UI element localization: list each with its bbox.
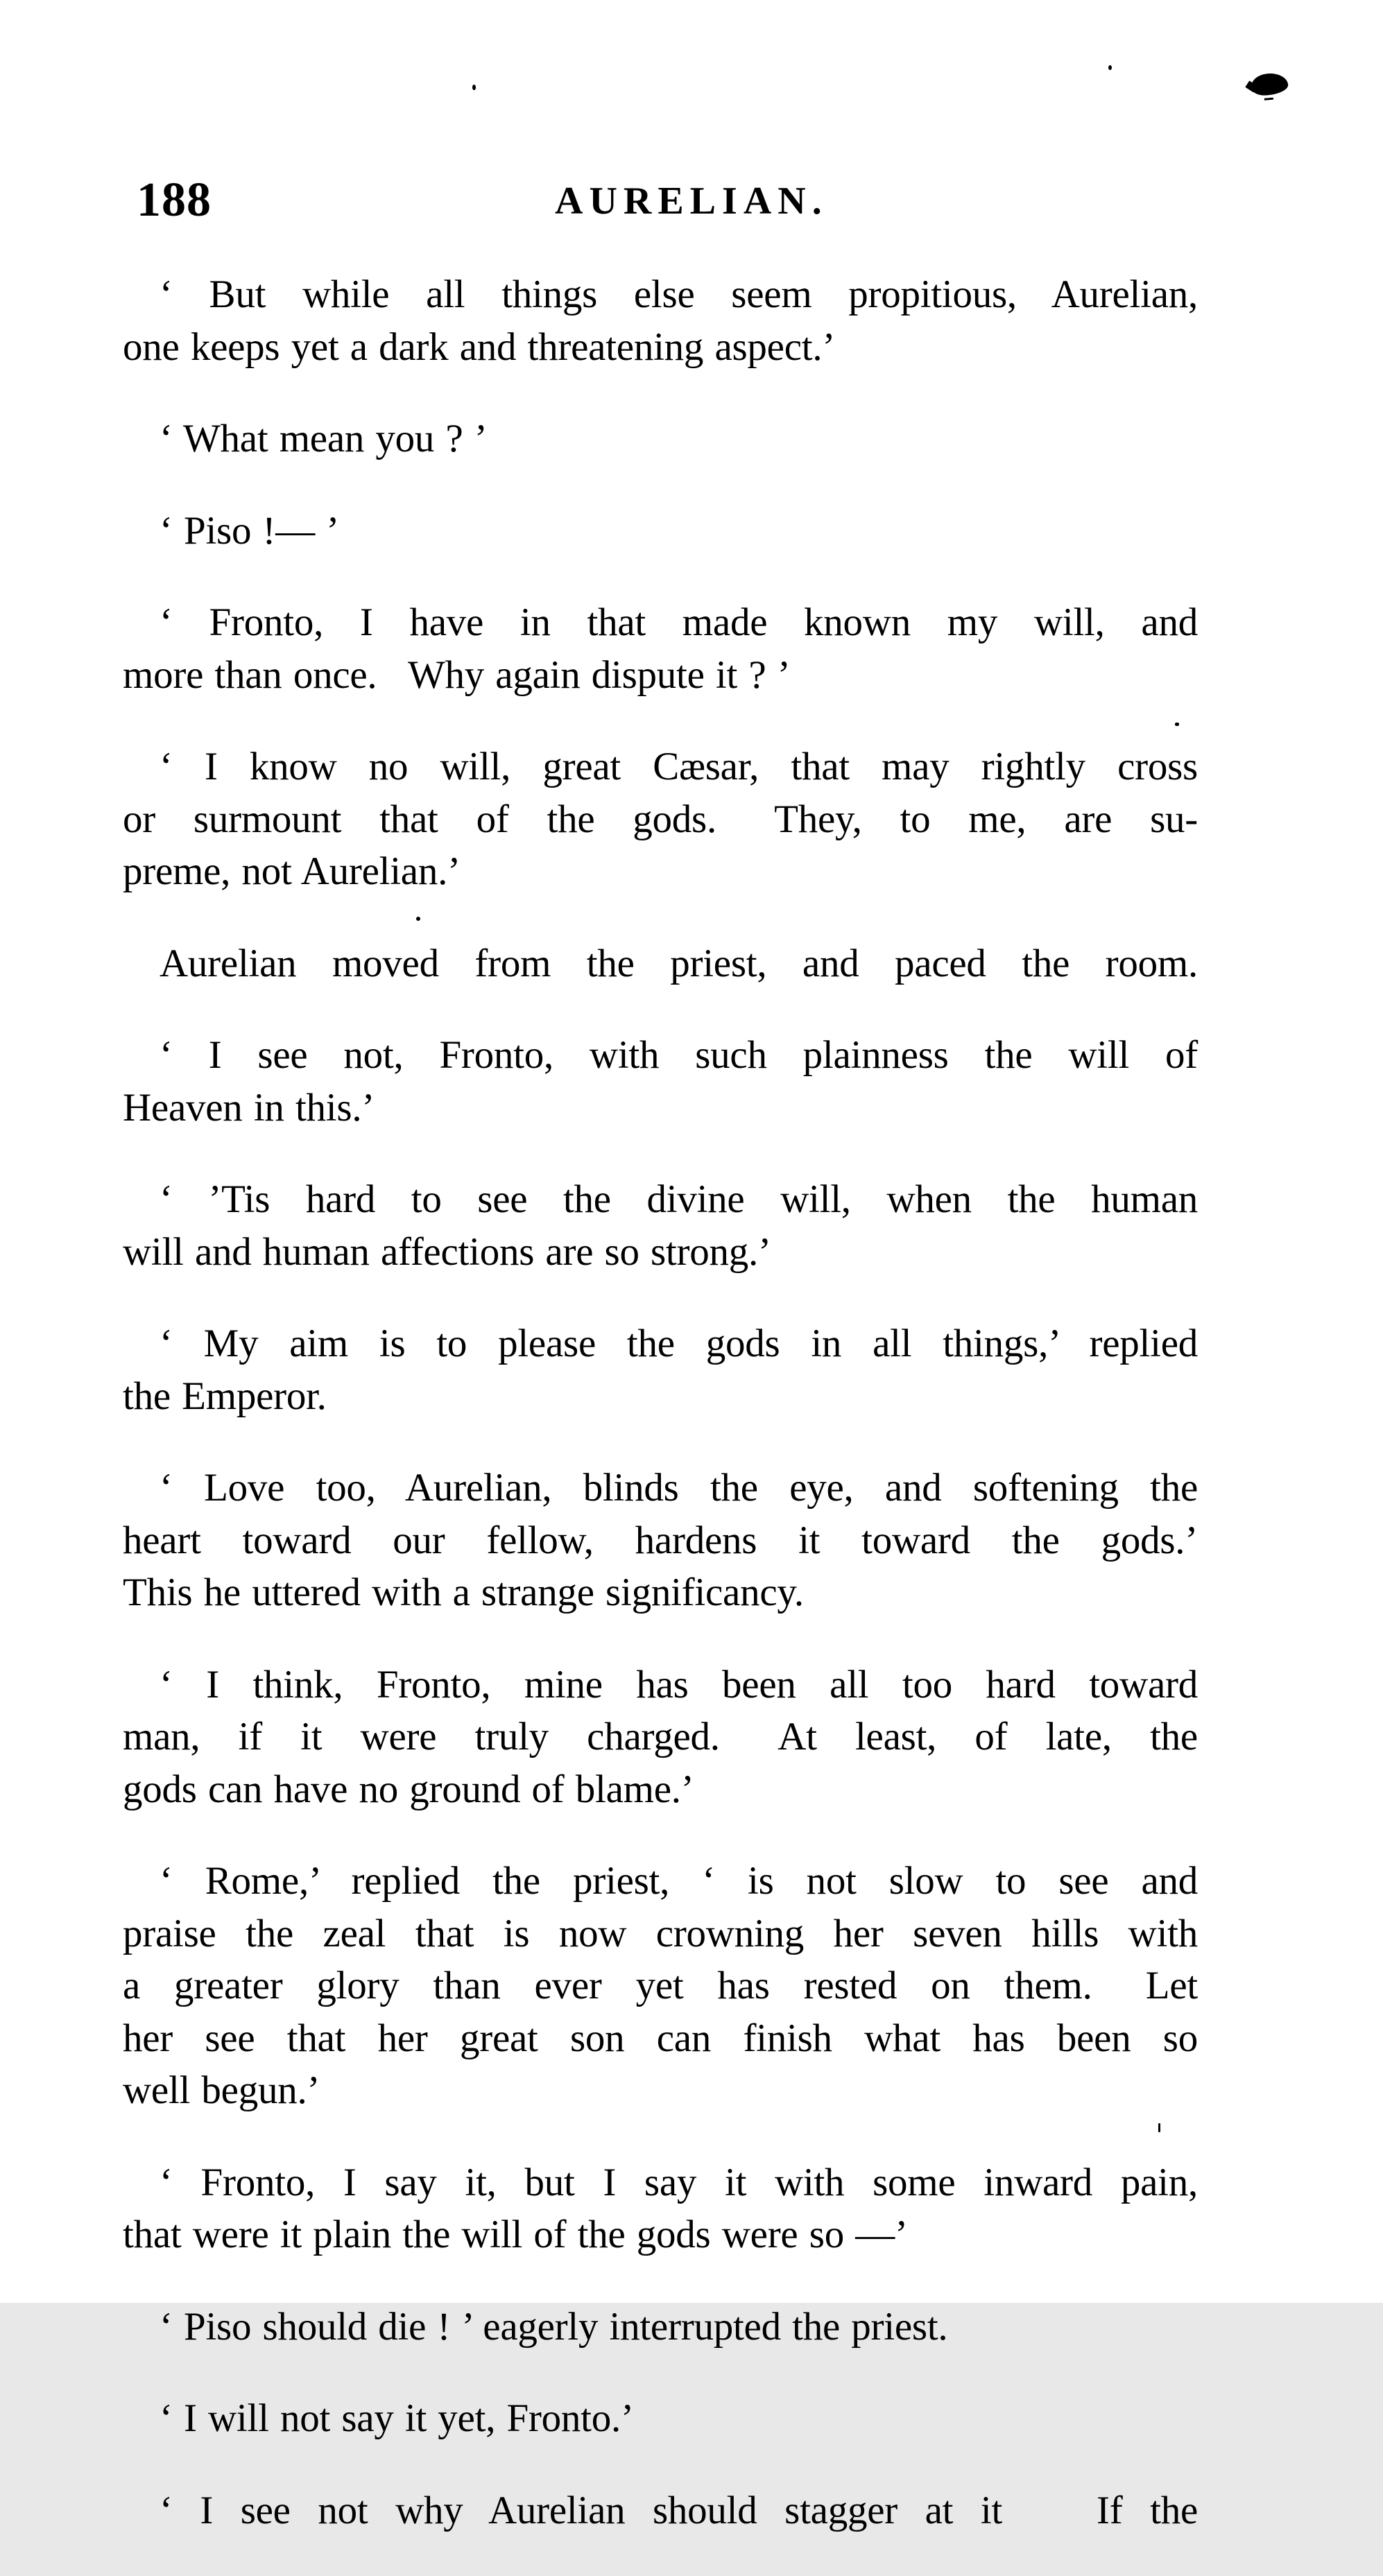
text-line: well begun.’ [123, 2068, 320, 2112]
text-line: ‘ What mean you ? ’ [160, 417, 488, 460]
text-line: one keeps yet a dark and threatening aspect.’ [123, 325, 836, 369]
text-line: more than once. Why again dispute it ? ’ [123, 652, 791, 697]
text-line: ‘ Fronto, I say it, but I say it with some inward pain, [160, 2160, 1198, 2204]
text-line: Heaven in this.’ [123, 1085, 375, 1130]
ink-speck [1158, 2123, 1160, 2132]
text-line: heart toward our fellow, hardens it toward the gods.’ [123, 1518, 1198, 1562]
text-line: the Emperor. [123, 1374, 327, 1418]
text-line: ‘ I see not, Fronto, with such plainness the will of [160, 1033, 1198, 1077]
ink-speck [416, 917, 420, 921]
text-line: gods can have no ground of blame.’ [123, 1767, 694, 1811]
text-line: ‘ ’Tis hard to see the divine will, when the human [160, 1177, 1198, 1221]
text-line: This he uttered with a strange significancy. [123, 1571, 804, 1614]
ink-blot [1251, 72, 1289, 97]
ink-speck [1108, 65, 1112, 70]
running-head: AURELIAN. [555, 180, 828, 223]
text-line: a greater glory than ever yet has rested on them. Let [123, 1964, 1198, 2007]
text-line: Aurelian moved from the priest, and paced the room. [160, 941, 1198, 985]
text-line: ‘ I know no will, great Cæsar, that may rightly cross [160, 745, 1198, 788]
ink-speck [472, 85, 476, 90]
text-line: that were it plain the will of the gods were so —’ [123, 2213, 908, 2256]
text-line: ‘ I see not why Aurelian should stagger at it If the [160, 2488, 1198, 2532]
text-line: ‘ I think, Fronto, mine has been all too hard toward [160, 1662, 1198, 1706]
text-line: preme, not Aurelian.’ [123, 849, 461, 893]
text-line: will and human affections are so strong.’ [123, 1229, 771, 1274]
text-line: ‘ Piso !— ’ [160, 508, 340, 553]
text-line: or surmount that of the gods. They, to me, are su- [123, 797, 1198, 841]
text-line: ‘ Fronto, I have in that made known my will, and [160, 600, 1198, 644]
page-number: 188 [137, 173, 212, 227]
text-line: ‘ Rome,’ replied the priest, ‘ is not slow to see and [160, 1859, 1198, 1903]
text-line: ‘ Love too, Aurelian, blinds the eye, and softening the [160, 1466, 1198, 1510]
text-line: her see that her great son can finish what has been so [123, 2016, 1198, 2060]
text-line: praise the zeal that is now crowning her seven hills with [123, 1911, 1198, 1955]
text-line: man, if it were truly charged. At least, of late, the [123, 1715, 1198, 1758]
text-line: ‘ I will not say it yet, Fronto.’ [160, 2396, 634, 2440]
text-line: ‘ Piso should die ! ’ eagerly interrupted the priest. [160, 2304, 948, 2349]
ink-speck [1175, 723, 1179, 726]
text-line: ‘ But while all things else seem propitious, Aurelian, [160, 273, 1198, 316]
text-line: ‘ My aim is to please the gods in all things,’ replied [160, 1322, 1198, 1365]
page-body [123, 268, 1198, 2576]
